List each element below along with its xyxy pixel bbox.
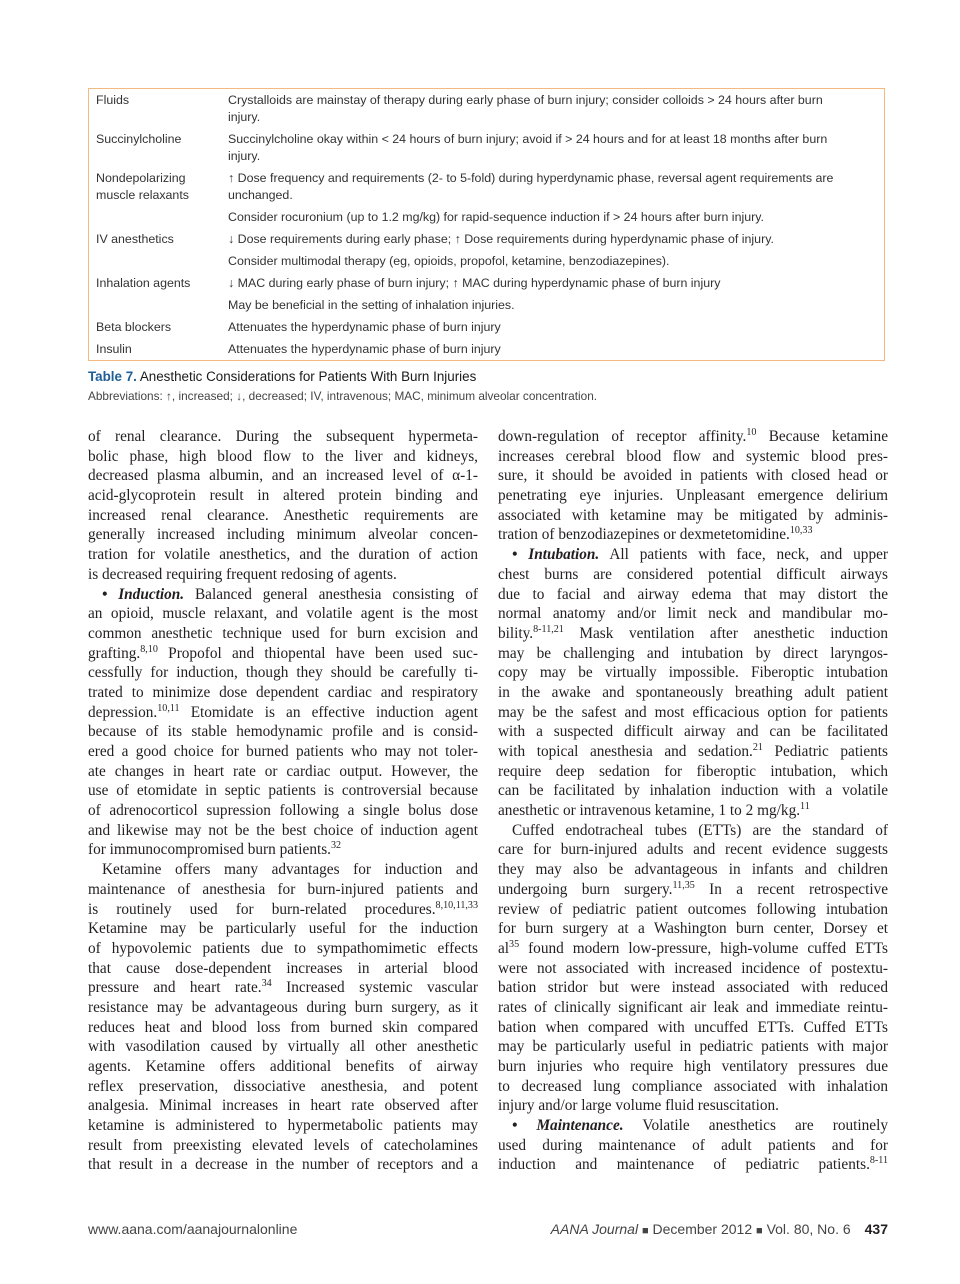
footer-journal-name: AANA Journal: [550, 1221, 639, 1237]
table-label-line: Succinylcholine: [96, 132, 182, 146]
text-segment: use of etomidate in septic patients is controversial because: [88, 782, 478, 800]
body-text-line: [88, 722, 478, 742]
section-heading: • Induction.: [102, 585, 185, 603]
table-row: [89, 231, 884, 248]
text-segment: Ketamine may be particularly useful for the induction: [88, 920, 478, 938]
table-row-label: [89, 170, 228, 204]
body-text-line: [88, 545, 478, 565]
table-row: [89, 92, 884, 126]
text-segment: may be the safest and most efficacious option for patients: [498, 703, 888, 721]
table-text-line: Crystalloids are mainstay of therapy during early phase of burn injury; consider colloids > 24 hours after burn: [228, 93, 823, 107]
body-text-line: [498, 762, 888, 782]
body-text-line: [498, 939, 888, 959]
footer-separator: ■: [641, 1225, 649, 1237]
body-text-line: [88, 1096, 478, 1116]
body-text-line: [498, 585, 888, 605]
text-segment: tration of benzodiazepines or dexmetetomidine.: [498, 526, 790, 544]
body-text-line: [498, 427, 888, 447]
text-segment: ered a good choice for burned patients who may not toler-: [88, 743, 478, 760]
text-segment: that cause dose-dependent increases in arterial blood: [88, 959, 478, 977]
body-text-line: [498, 1096, 888, 1116]
table-text-line: Attenuates the hyperdynamic phase of burn injury: [228, 320, 501, 334]
text-segment: maintenance of anesthesia for burn-injured patients and: [88, 880, 478, 898]
body-text-line: [88, 959, 478, 979]
text-segment: copy may be virtually impossible. Fiberoptic intubation: [498, 664, 888, 682]
text-segment: Mask ventilation after anesthetic induction: [563, 624, 888, 642]
table-row-text: [228, 209, 884, 226]
text-segment: may be particularly useful in pediatric patients with major: [498, 1038, 888, 1056]
body-text-line: [88, 447, 478, 467]
citation-ref: 11: [800, 800, 810, 812]
text-segment: rates of clinically significant air leak and immediate reintu-: [498, 998, 888, 1016]
body-text-line: [88, 939, 478, 959]
table-row-text: [228, 231, 884, 248]
table-row-label: [89, 341, 228, 358]
text-segment: to decreased lung compliance associated with inhalation: [498, 1077, 888, 1095]
text-segment: trated to minimize dose dependent cardiac and respiratory: [88, 683, 478, 701]
body-text-line: [88, 703, 478, 723]
footer-citation: [551, 1221, 888, 1237]
text-segment: bolic phase, high blood flow to the liver and kidneys,: [88, 447, 478, 465]
body-text-line: [88, 860, 478, 880]
table-row: [89, 170, 884, 204]
text-segment: of adrenocorticol supression following a single bolus dose: [88, 802, 478, 820]
body-text-line: [88, 781, 478, 801]
body-text-line: [498, 860, 888, 880]
text-segment: review of pediatric patient outcomes following intubation: [498, 900, 888, 918]
citation-ref: 32: [331, 840, 342, 852]
table-abbreviations: Abbreviations: ↑, increased; ↓, decreased; IV, intravenous; MAC, minimum alveolar concentration.: [88, 389, 598, 403]
table-label-line: Beta blockers: [96, 320, 172, 334]
text-segment: reflex preservation, dissociative anesthesia, and potent: [88, 1077, 478, 1095]
body-text-line: [498, 663, 888, 683]
text-segment: In a recent retrospective: [694, 880, 889, 898]
text-segment: increased renal clearance. Anesthetic requirements are: [88, 506, 478, 524]
text-segment: associated with ketamine may be mitigated by adminis-: [498, 506, 888, 524]
text-segment: chest burns are considered potential difficult airways: [498, 565, 888, 583]
body-text-line: [498, 545, 888, 565]
table-row-label: [89, 253, 228, 270]
body-text-line: [498, 880, 888, 900]
body-text-line: [498, 1018, 888, 1038]
text-segment: anesthetic or intravenous ketamine, 1 to 2 mg/kg.: [498, 802, 801, 820]
body-text-line: [498, 565, 888, 585]
table-caption-title: Anesthetic Considerations for Patients With Burn Injuries: [136, 369, 477, 384]
body-text-line: [498, 624, 888, 644]
text-segment: an opioid, muscle relaxant, and volatile agent is the most: [88, 605, 478, 623]
text-segment: care for burn-injured adults and recent evidence suggests: [498, 841, 888, 859]
text-segment: Etomidate is an effective induction agent: [179, 703, 478, 721]
text-segment: found modern low-pressure, high-volume cuffed ETTs: [519, 939, 888, 957]
body-text-line: [88, 525, 478, 545]
text-segment: penetrating eye injuries. Unpleasant emergence delirium: [498, 487, 888, 505]
text-segment: agents. Ketamine offers additional benefits of airway: [88, 1058, 478, 1075]
text-segment: result from preexisting elevated levels of catecholamines: [88, 1136, 478, 1154]
body-text-line: [88, 821, 478, 841]
body-text-line: [498, 978, 888, 998]
text-segment: increases cerebral blood flow and systemic blood pres-: [498, 447, 888, 465]
body-text-line: [498, 1057, 888, 1077]
body-text-line: [498, 683, 888, 703]
body-text-line: [498, 486, 888, 506]
table-label-line: Inhalation agents: [96, 276, 191, 290]
anesthetic-considerations-table: [88, 88, 885, 361]
text-segment: for burn surgery at a Washington burn center, Dorsey et: [498, 920, 888, 938]
body-text-line: [498, 801, 888, 821]
body-column-left: [88, 427, 478, 1175]
text-segment: and likewise may not be the best choice of induction agent: [88, 821, 478, 839]
table-row-label: [89, 209, 228, 226]
text-segment: common anesthetic technique used for burn excision and: [88, 624, 478, 642]
text-segment: al: [498, 939, 510, 957]
body-text-line: [88, 919, 478, 939]
table-text-line: unchanged.: [228, 188, 293, 202]
table-row-text: [228, 170, 884, 204]
body-text-line: [88, 624, 478, 644]
text-segment: injury and/or large volume fluid resuscitation.: [498, 1097, 779, 1115]
table-text-line: Attenuates the hyperdynamic phase of burn injury: [228, 342, 501, 356]
text-segment: acid-glycoprotein result in altered protein binding and: [88, 487, 478, 505]
table-label-line: IV anesthetics: [96, 232, 174, 246]
citation-ref: 8-11: [869, 1155, 888, 1167]
table-row: [89, 341, 884, 358]
table-row-label: [89, 319, 228, 336]
page-footer: [88, 1221, 888, 1241]
table-row: [89, 275, 884, 292]
body-text-line: [498, 900, 888, 920]
text-segment: that result in a decrease in the number of receptors and a: [88, 1156, 478, 1174]
text-segment: depression.: [88, 703, 158, 721]
text-segment: sure, it should be avoided in patients with closed head or: [498, 467, 888, 485]
table-row-text: [228, 275, 884, 292]
table-row-text: [228, 131, 884, 165]
text-segment: Cuffed endotracheal tubes (ETTs) are the standard of: [512, 821, 888, 839]
text-segment: ate changes in heart rate or cardiac output. However, the: [88, 762, 478, 780]
body-text-line: [88, 663, 478, 683]
text-segment: because of its stable hemodynamic profile and is consid-: [88, 723, 478, 741]
text-segment: All patients with face, neck, and upper: [599, 546, 888, 564]
body-text-line: [88, 762, 478, 782]
text-segment: used during maintenance of adult patients and for: [498, 1136, 888, 1154]
text-segment: Volatile anesthetics are routinely: [623, 1117, 888, 1135]
table-row-text: [228, 297, 884, 314]
body-text-line: [88, 1116, 478, 1136]
table-row-label: [89, 275, 228, 292]
text-segment: cessfully for induction, though they should be carefully ti-: [88, 664, 478, 682]
body-text-line: [88, 978, 478, 998]
body-text-line: [498, 998, 888, 1018]
table-row-label: [89, 92, 228, 126]
body-text-line: [498, 604, 888, 624]
table-label-line: Fluids: [96, 93, 130, 107]
text-segment: decreased plasma albumin, and an increased level of α-1-: [88, 467, 478, 485]
body-text-line: [498, 722, 888, 742]
body-text-line: [498, 742, 888, 762]
body-text-line: [88, 1018, 478, 1038]
text-segment: Balanced general anesthesia consisting of: [184, 585, 478, 603]
text-segment: of hypovolemic patients due to sympathomimetic effects: [88, 939, 478, 957]
section-heading: • Intubation.: [512, 546, 600, 564]
text-segment: resistance may be advantageous during burn surgery, as it: [88, 998, 478, 1016]
table-row-text: [228, 92, 884, 126]
text-segment: reduces heat and blood loss from burned skin compared: [88, 1018, 478, 1036]
citation-ref: 35: [509, 938, 520, 950]
body-text-line: [88, 585, 478, 605]
table-label-line: Nondepolarizing: [96, 171, 186, 185]
table-label-line: muscle relaxants: [96, 188, 189, 202]
text-segment: induction and maintenance of pediatric patients.: [498, 1156, 870, 1174]
text-segment: may be challenging and intubation by direct laryngos-: [498, 644, 888, 662]
body-text-line: [88, 840, 478, 860]
table-row-label: [89, 297, 228, 314]
body-text-line: [498, 644, 888, 664]
text-segment: Because ketamine: [756, 428, 888, 445]
table-text-line: ↓ Dose requirements during early phase; ↑ Dose requirements during hyperdynamic phase of injury.: [228, 232, 774, 246]
text-segment: is decreased requiring frequent redosing of agents.: [88, 565, 397, 583]
text-segment: can be facilitated by inhalation induction with a volatile: [498, 782, 888, 800]
table-text-line: Consider rocuronium (up to 1.2 mg/kg) for rapid-sequence induction if > 24 hours after burn injury.: [228, 210, 764, 224]
table-text-line: ↓ MAC during early phase of burn injury; ↑ MAC during hyperdynamic phase of burn injury: [228, 276, 721, 290]
body-text-line: [88, 466, 478, 486]
table-caption: [88, 369, 476, 384]
footer-date: December 2012: [652, 1221, 753, 1237]
page-number: 437: [864, 1221, 888, 1237]
text-segment: ketamine is administered to hypermetabolic patients may: [88, 1117, 478, 1135]
body-text-line: [88, 604, 478, 624]
section-heading: • Maintenance.: [512, 1117, 624, 1135]
body-text-line: [88, 1136, 478, 1156]
text-segment: Propofol and thiopental have been used suc-: [157, 644, 478, 662]
body-text-line: [498, 466, 888, 486]
text-segment: generally increased including minimum alveolar concen-: [88, 526, 478, 544]
body-text-line: [88, 998, 478, 1018]
footer-separator: ■: [756, 1225, 763, 1237]
body-text-line: [498, 447, 888, 467]
table-row-text: [228, 253, 884, 270]
body-text-line: [498, 506, 888, 526]
table-row-text: [228, 319, 884, 336]
body-text-line: [498, 959, 888, 979]
text-segment: for immunocompromised burn patients.: [88, 841, 332, 859]
citation-ref: 8,10,11,33: [435, 899, 478, 911]
body-text-line: [88, 506, 478, 526]
text-segment: is routinely used for burn-related procedures.: [88, 900, 436, 918]
body-text-line: [88, 1037, 478, 1057]
text-segment: burn injuries who require high ventilatory pressures due: [498, 1058, 888, 1075]
text-segment: Ketamine offers many advantages for induction and: [102, 861, 478, 879]
text-segment: with vasodilation caused by virtually all other anesthetic: [88, 1038, 478, 1056]
text-segment: with topical anesthesia and sedation.: [498, 743, 753, 760]
body-text-line: [498, 919, 888, 939]
text-segment: undergoing burn surgery.: [498, 880, 673, 898]
text-segment: normal anatomy and/or limit neck and mandibular mo-: [498, 605, 888, 623]
text-segment: Pediatric patients: [762, 743, 888, 760]
footer-url: www.aana.com/aanajournalonline: [88, 1221, 298, 1237]
text-segment: due to facial and airway edema that may distort the: [498, 585, 888, 603]
citation-ref: 11,35: [672, 879, 695, 891]
body-text-line: [88, 801, 478, 821]
body-text-line: [88, 427, 478, 447]
body-text-line: [498, 1116, 888, 1136]
text-segment: they may also be advantageous in infants and children: [498, 861, 888, 879]
body-text-line: [498, 840, 888, 860]
text-segment: analgesia. Minimal increases in heart rate observed after: [88, 1097, 478, 1115]
text-segment: down-regulation of receptor affinity.: [498, 428, 747, 445]
text-segment: bation stridor but were instead associated with reduced: [498, 979, 888, 997]
body-column-right: [498, 427, 888, 1175]
text-segment: were not associated with increased incidence of postextu-: [498, 959, 888, 977]
body-text-line: [88, 900, 478, 920]
body-text-line: [88, 742, 478, 762]
citation-ref: 10: [746, 426, 757, 438]
body-text-line: [88, 644, 478, 664]
citation-ref: 21: [752, 741, 763, 753]
body-text-line: [88, 1155, 478, 1175]
table-row-text: [228, 341, 884, 358]
citation-ref: 10,33: [789, 525, 813, 537]
body-text-line: [498, 1155, 888, 1175]
table-text-line: Consider multimodal therapy (eg, opioids, propofol, ketamine, benzodiazepines).: [228, 254, 670, 268]
table-row-label: [89, 231, 228, 248]
citation-ref: 10,11: [157, 702, 180, 714]
body-text-line: [498, 1136, 888, 1156]
body-text-line: [88, 1077, 478, 1097]
text-segment: tration for volatile anesthetics, and the duration of action: [88, 546, 478, 564]
table-row: [89, 297, 884, 314]
table-text-line: injury.: [228, 110, 261, 124]
table-row-label: [89, 131, 228, 165]
body-text-line: [88, 683, 478, 703]
text-segment: require deep sedation for fiberoptic intubation, which: [498, 762, 888, 780]
body-text-line: [88, 1057, 478, 1077]
table-row: [89, 209, 884, 226]
body-text-line: [498, 1077, 888, 1097]
table-text-line: May be beneficial in the setting of inhalation injuries.: [228, 298, 515, 312]
text-segment: Increased systemic vascular: [271, 979, 478, 997]
text-segment: pressure and heart rate.: [88, 979, 262, 997]
table-row: [89, 319, 884, 336]
text-segment: in the awake and spontaneously breathing adult patient: [498, 683, 888, 701]
table-text-line: injury.: [228, 149, 261, 163]
citation-ref: 34: [261, 978, 272, 990]
table-label-line: Insulin: [96, 342, 132, 356]
table-text-line: Succinylcholine okay within < 24 hours of burn injury; avoid if > 24 hours and for at least 18 months after burn: [228, 132, 828, 146]
body-text-line: [498, 781, 888, 801]
body-text-line: [498, 1037, 888, 1057]
footer-volume: Vol. 80, No. 6: [766, 1221, 851, 1237]
body-text-line: [498, 703, 888, 723]
table-row: [89, 253, 884, 270]
table-caption-label: Table 7.: [88, 369, 137, 384]
body-text-line: [88, 880, 478, 900]
text-segment: grafting.: [88, 644, 141, 662]
text-segment: bility.: [498, 624, 534, 642]
table-row: [89, 131, 884, 165]
text-segment: with a suspected difficult airway and can be facilitated: [498, 723, 888, 741]
table-text-line: ↑ Dose frequency and requirements (2- to 5-fold) during hyperdynamic phase, reversal agent requirements are: [228, 171, 834, 185]
citation-ref: 8-11,21: [533, 623, 564, 635]
citation-ref: 8,10: [140, 643, 158, 655]
body-text-line: [88, 486, 478, 506]
body-text-line: [498, 525, 888, 545]
body-text-line: [498, 821, 888, 841]
text-segment: bation when compared with uncuffed ETTs. Cuffed ETTs: [498, 1018, 888, 1036]
text-segment: of renal clearance. During the subsequent hypermeta-: [88, 428, 478, 445]
body-text-line: [88, 565, 478, 585]
